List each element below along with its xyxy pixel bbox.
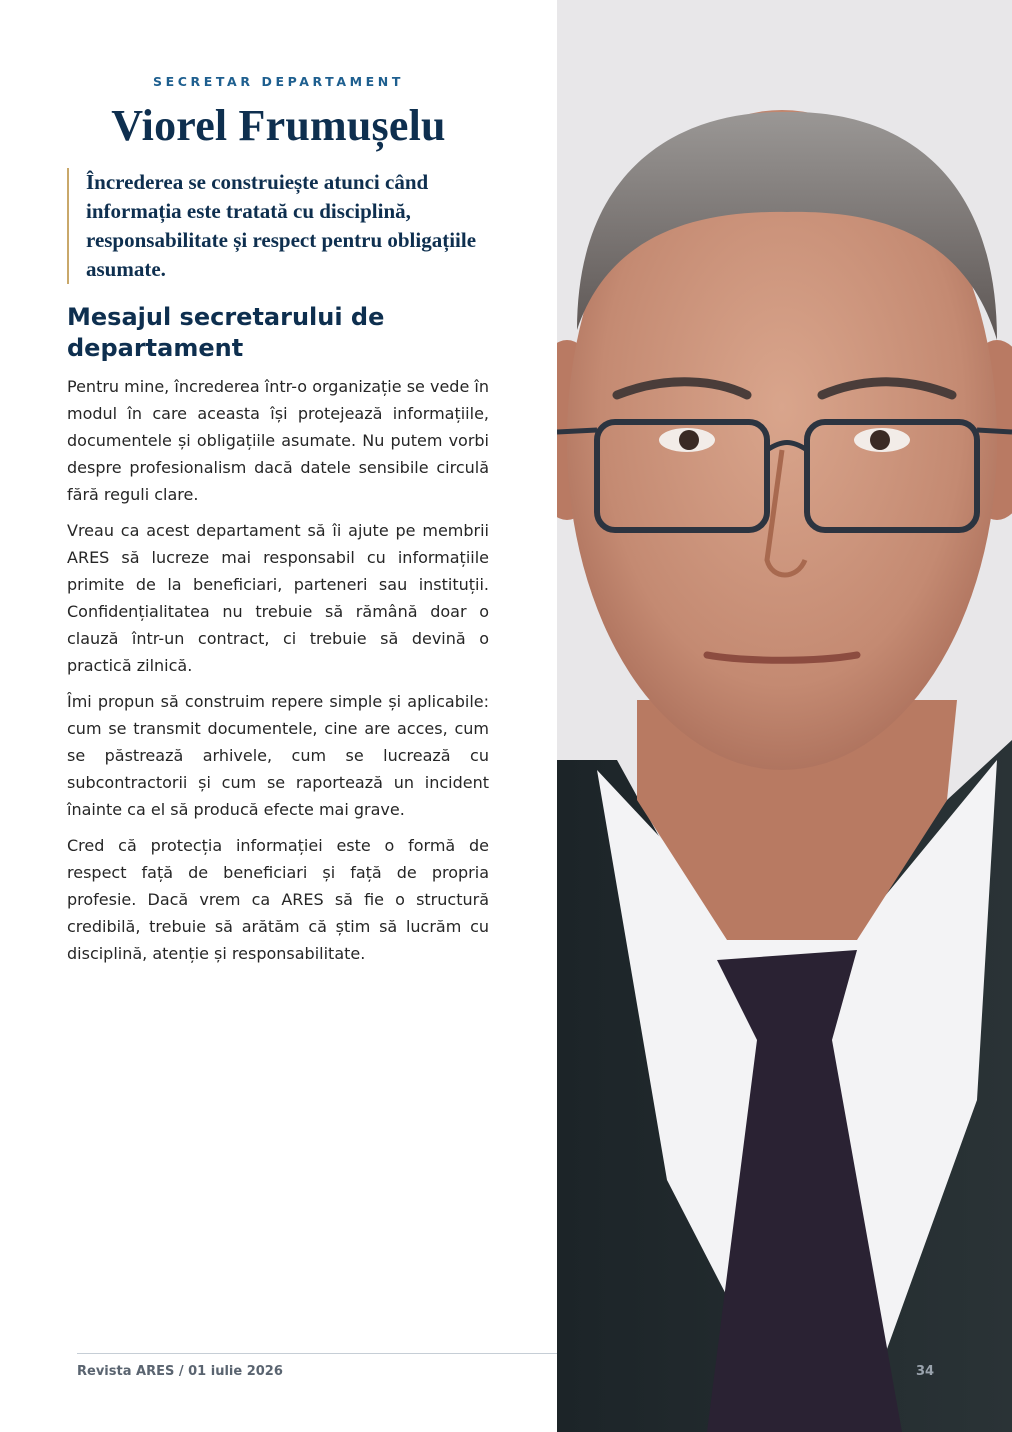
section-title: Mesajul secretarului de departament (67, 303, 385, 362)
message-body (67, 373, 489, 976)
paragraph: Pentru mine, încrederea într-o organizație se vede în modul în care aceasta își protejează informațiile, documentele și obligațiile asumate. Nu putem vorbi despre profesionalism dacă datele sensibile circulă fără reguli clare. (67, 377, 489, 504)
paragraph: Îmi propun să construim repere simple și aplicabile: cum se transmit documentele, cine are acces, cum se păstrează arhivele, cum se lucrează cu subcontractorii și cum se raportează un incident înainte ca el să producă efecte mai grave. (67, 692, 489, 819)
portrait-photo (557, 0, 1012, 1432)
page-number: 34 (916, 1364, 935, 1379)
footer-publication: Revista ARES / 01 iulie 2026 (77, 1364, 283, 1379)
pull-quote: Încrederea se construiește atunci când informația este tratată cu disciplină, responsabilitate și respect pentru obligațiile asumate. (67, 168, 486, 284)
role-label: SECRETAR DEPARTAMENT (153, 74, 404, 89)
paragraph: Cred că protecția informației este o formă de respect față de beneficiari și față de propria profesie. Dacă vrem ca ARES să fie o structură credibilă, trebuie să arătăm că știm să lucrăm cu disciplină, atenție și responsabilitate. (67, 836, 489, 963)
person-name: Viorel Frumușelu (111, 101, 446, 150)
paragraph: Vreau ca acest departament să îi ajute pe membrii ARES să lucreze mai responsabil cu informațiile primite de la beneficiari, parteneri sau instituții. Confidențialitatea nu trebuie să rămână doar o clauză într-un contract, ci trebuie să devină o practică zilnică. (67, 521, 489, 675)
